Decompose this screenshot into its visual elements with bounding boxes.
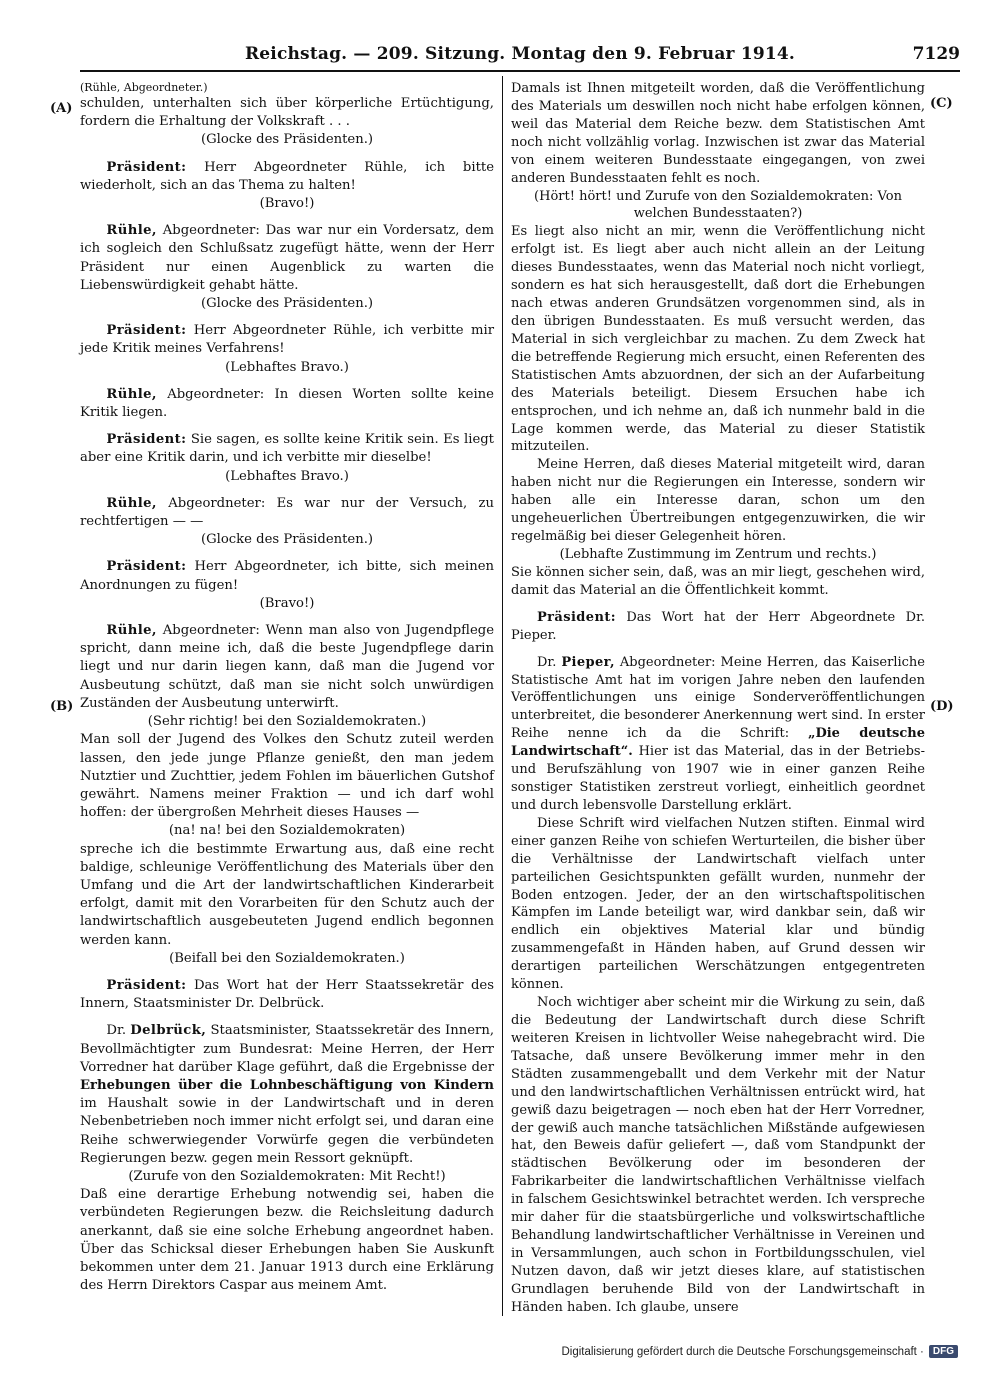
speaker-name: Präsident: xyxy=(106,159,187,175)
speech-text: Das Wort hat der Herr Abgeordnete Dr. Pieper. xyxy=(511,609,925,643)
speech-text: Herr Abgeordneter, ich bitte, sich meinen Anordnungen zu fügen! xyxy=(80,559,494,593)
speaker-name: Präsident: xyxy=(106,432,187,448)
paragraph: schulden, unterhalten sich über körperliche Ertüchtigung, fordern die Erhaltung der Volkskraft . . . xyxy=(80,96,494,130)
credit-text: Digitalisierung gefördert durch die Deutsche Forschungsgemeinschaft · xyxy=(561,1346,924,1358)
speaker-name: Präsident: xyxy=(106,559,187,575)
speaker-name: Pieper, xyxy=(561,654,615,670)
paragraph: Noch wichtiger aber scheint mir die Wirkung zu sein, daß die Bedeutung der Landwirtschaft durch diese Schrift weiteren Kreisen in lichtvoller Weise nahegebracht wird. Die Tatsache, daß unsere Bevölkerung immer mehr in den Städten zusammengeballt und dem Verkehr mit der Natur und den landwirtschaftlichen Verhältnissen entrückt wird, hat gewiß dazu beigetragen — noch eben hat der Herr Vorredner, der gewiß auch manche tatsächlichen Mißstände aufgewiesen hat, den Beweis dafür geliefert —, daß vom Standpunkt der städtischen Bevölkerung oder im besonderen der Fabrikarbeiter die landwirtschaftlichen Verhältnisse vielfach in falschem Gesichtswinkel betrachtet werden. Ich verspreche mir daher für die staatsbürgerliche und volkswirtschaftliche Behandlung landwirtschaftlicher Verhältnisse in Vereinen und in Versammlungen, auch schon in Fortbildungsschulen, viel Nutzen davon, daß wir jetzt dieses klare, auf statistischen Grundlagen beruhende Bild von der Landwirtschaft in Händen haben. Ich glaube, unsere xyxy=(511,995,925,1315)
paragraph: Daß eine derartige Erhebung notwendig sei, haben die verbündeten Regierungen bezw. die Reichsleitung dadurch anerkannt, daß sie eine solche Erhebung angeordnet haben. Über das Schicksal dieser Erhebungen haben Sie Auskunft bekommen unter dem 21. Januar 1913 durch eine Erklärung des Herrn Direktors Caspar aus meinem Amt. xyxy=(80,1187,494,1294)
dfg-logo: DFG xyxy=(929,1345,958,1358)
speech-text: Sie sagen, es sollte keine Kritik sein. Es liegt aber eine Kritik darin, und ich verbitte mir dieselbe! xyxy=(80,432,494,466)
paragraph xyxy=(80,558,494,594)
speaker-name: Rühle, xyxy=(106,623,157,639)
speech-text: Das Wort hat der Herr Staatssekretär des Innern, Staatsminister Dr. Delbrück. xyxy=(80,977,494,1012)
emphasized-title: „Die deutsche Landwirtschaft“. xyxy=(511,726,926,760)
speech-text: Abgeordneter: Es war nur der Versuch, zu rechtfertigen — — xyxy=(80,495,494,530)
paragraph xyxy=(80,977,494,1013)
paragraph xyxy=(80,159,494,195)
paragraph xyxy=(80,1022,494,1168)
interjection: (Hört! hört! und Zurufe von den Sozialdemokraten: Von welchen Bundesstaaten?) xyxy=(534,188,902,222)
interjection: (Zurufe von den Sozialdemokraten: Mit Recht!) xyxy=(128,1168,446,1184)
paragraph xyxy=(511,609,925,645)
paragraph xyxy=(80,386,494,422)
paragraph: Diese Schrift wird vielfachen Nutzen stiften. Einmal wird einer ganzen Reihe von schiefen Werturteilen, die bisher über die Verhältnisse der Landwirtschaft vielfach unter parteilichen Gesichtspunkten gefällt wurden, nunmehr der Boden entzogen. Jeder, der an den wirtschaftspolitischen Kämpfen im Lande beteiligt war, wird dankbar sein, daß wir endlich ein objektives Material klar und bündig zusammengefaßt in Händen haben, auf Grund dessen wir derartigen parteilichen Werschätzungen entgegentreten können. xyxy=(511,815,925,993)
paragraph xyxy=(80,622,494,713)
margin-marker-d: (D) xyxy=(930,699,954,714)
interjection: (Bravo!) xyxy=(259,595,315,611)
running-title: Reichstag. — 209. Sitzung. Montag den 9. Februar 1914. xyxy=(244,44,796,64)
margin-marker-a: (A) xyxy=(50,101,73,116)
left-column xyxy=(80,80,494,1295)
speaker-name: Rühle, xyxy=(106,386,157,402)
interjection: (na! na! bei den Sozialdemokraten) xyxy=(168,823,406,839)
margin-marker-b: (B) xyxy=(50,699,74,714)
speech-text: Herr Abgeordneter Rühle, ich bitte wiederholt, sich an das Thema zu halten! xyxy=(80,159,494,193)
speaker-name: Präsident: xyxy=(106,977,187,993)
title-prefix: Dr. xyxy=(106,1023,131,1039)
interjection: (Lebhafte Zustimmung im Zentrum und rechts.) xyxy=(559,546,877,562)
paragraph: Sie können sicher sein, daß, was an mir liegt, geschehen wird, damit das Material an die Öffentlichkeit kommt. xyxy=(511,564,925,598)
speech-text: Staatsminister, Staatssekretär des Innern, Bevollmächtigter zum Bundesrat: Meine Herren, der Herr Vorredner hat darüber Klage geführt, daß die Ergebnisse der xyxy=(80,1023,495,1075)
interjection: (Lebhaftes Bravo.) xyxy=(225,359,349,375)
speech-text: Hier ist das Material, das in der Betriebs- und Berufszählung von 1907 wie in einer ganzen Reihe sonstiger Statistiken zerstreut vorliegt, einheitlich geordnet und durch lebensvolle Darstellung erklärt. xyxy=(511,744,925,813)
paragraph: spreche ich die bestimmte Erwartung aus, daß eine recht baldige, schleunige Veröffentlichung des Materials über den Umfang und die Art der landwirtschaftlichen Kinderarbeit erfolgt, damit mit den Vorarbeiten für den Schutz auch der landwirtschaftlich ausgebeuteten Jugend endlich begonnen werden kann. xyxy=(80,841,494,948)
paragraph: Damals ist Ihnen mitgeteilt worden, daß die Veröffentlichung des Materials um deswillen noch nicht habe erfolgen können, weil das Material dem Reiche bezw. dem Statistischen Amt noch nicht vollzählig vorlag. Inzwischen ist zwar das Material von einem weiteren Bundesstaate eingegangen, von zwei anderen Bundesstaaten fehlt es noch. xyxy=(511,81,925,186)
speaker-name: Delbrück, xyxy=(130,1023,207,1039)
speech-text: Herr Abgeordneter Rühle, ich verbitte mir jede Kritik meines Verfahrens! xyxy=(80,323,494,357)
paragraph: Meine Herren, daß dieses Material mitgeteilt wird, daran haben nicht nur die Regierungen ein Interesse, sondern wir haben alle ein Interesse daran, schon um den ungeheuerlichen Übertreibungen entgegenzuwirken, die wir regelmäßig bei dieser Gelegenheit hören. xyxy=(511,457,925,545)
interjection: (Beifall bei den Sozialdemokraten.) xyxy=(169,950,405,966)
digitization-credit xyxy=(561,1345,958,1358)
interjection: (Bravo!) xyxy=(259,196,315,212)
speech-text: im Haushalt sowie in der Landwirtschaft und in deren Nebenbetrieben noch immer nicht erfolgt sei, und daran eine Reihe schwerwiegender Vorwürfe gegen die verbündeten Regierungen bezw. gegen mein Ressort geknüpft. xyxy=(80,1096,494,1166)
speaker-name: Rühle, xyxy=(106,495,157,511)
header-rule xyxy=(80,70,960,72)
interjection: (Glocke des Präsidenten.) xyxy=(200,296,374,312)
interjection: (Sehr richtig! bei den Sozialdemokraten.) xyxy=(147,714,427,730)
page-number: 7129 xyxy=(912,44,960,64)
paragraph: Es liegt also nicht an mir, wenn die Veröffentlichung nicht erfolgt ist. Es liegt aber auch nicht allein an der Leitung dieses Bundesstaates, wenn das Material noch nicht vorliegt, sondern es hat sich herausgestellt, daß dort die Erhebungen nach etwas anderen Grundsätzen vorgenommen sind, als in den übrigen Bundesstaaten. Es muß versucht werden, das Material in sich vergleichbar zu machen. Zu dem Zweck hat die betreffende Regierung mich ersucht, einen Referenten des Statistischen Amts abzuordnen, der sich an der Aufarbeitung des Materials beteiligt. Diesem Ersuchen habe ich entsprochen, und ich nehme an, daß ich nunmehr bald in die Lage kommen werde, das Material zu dieser Statistik mitzuteilen. xyxy=(511,224,925,455)
speech-text: Abgeordneter: Meine Herren, das Kaiserliche Statistische Amt hat im vorigen Jahre neben den laufenden Veröffentlichungen uns einige Sonderveröffentlichungen unterbreitet, die besonderer Anerkennung wert sind. In erster Reihe nenne ich da die Schrift: xyxy=(511,654,925,742)
page-header xyxy=(80,40,960,70)
speaker-note: (Rühle, Abgeordneter.) xyxy=(80,81,208,94)
paragraph xyxy=(80,495,494,531)
interjection: (Glocke des Präsidenten.) xyxy=(200,132,374,148)
paragraph xyxy=(511,654,925,815)
paragraph xyxy=(80,222,494,295)
speaker-name: Präsident: xyxy=(537,609,616,625)
column-divider xyxy=(502,76,503,1316)
paragraph xyxy=(80,322,494,358)
interjection: (Glocke des Präsidenten.) xyxy=(200,532,374,548)
right-column xyxy=(511,80,925,1317)
margin-marker-c: (C) xyxy=(930,96,953,111)
title-prefix: Dr. xyxy=(537,654,562,670)
interjection: (Lebhaftes Bravo.) xyxy=(225,468,349,484)
speech-text: Abgeordneter: Wenn man also von Jugendpflege spricht, dann meine ich, daß die beste Jugendpflege darin liegt und nur darin liegen kann, daß man die Jugend vor Ausbeutung schützt, daß man sie nicht solch unwürdigen Zuständen der Ausbeutung unterwirft. xyxy=(80,623,494,711)
speech-text: Abgeordneter: Das war nur ein Vordersatz, dem ich sogleich den Schlußsatz zugefügt hätte, wenn der Herr Präsident nur einen Augenblick zu warten die Liebenswürdigkeit gehabt hätte. xyxy=(80,223,494,293)
speaker-name: Präsident: xyxy=(106,323,187,339)
speech-text: Abgeordneter: In diesen Worten sollte keine Kritik liegen. xyxy=(80,386,494,421)
paragraph: Man soll der Jugend des Volkes den Schutz zuteil werden lassen, den jede junge Pflanze genießt, den man jedem Nutztier und Zuchttier, jedem Fohlen im bäuerlichen Gutshof gewährt. Namens meiner Fraktion — und ich darf wohl hoffen: der übergroßen Mehrheit dieses Hauses — xyxy=(80,732,494,821)
speaker-name: Rühle, xyxy=(106,223,157,239)
emphasized-topic: Erhebungen über die Lohnbeschäftigung von Kindern xyxy=(80,1077,494,1093)
paragraph xyxy=(80,431,494,467)
